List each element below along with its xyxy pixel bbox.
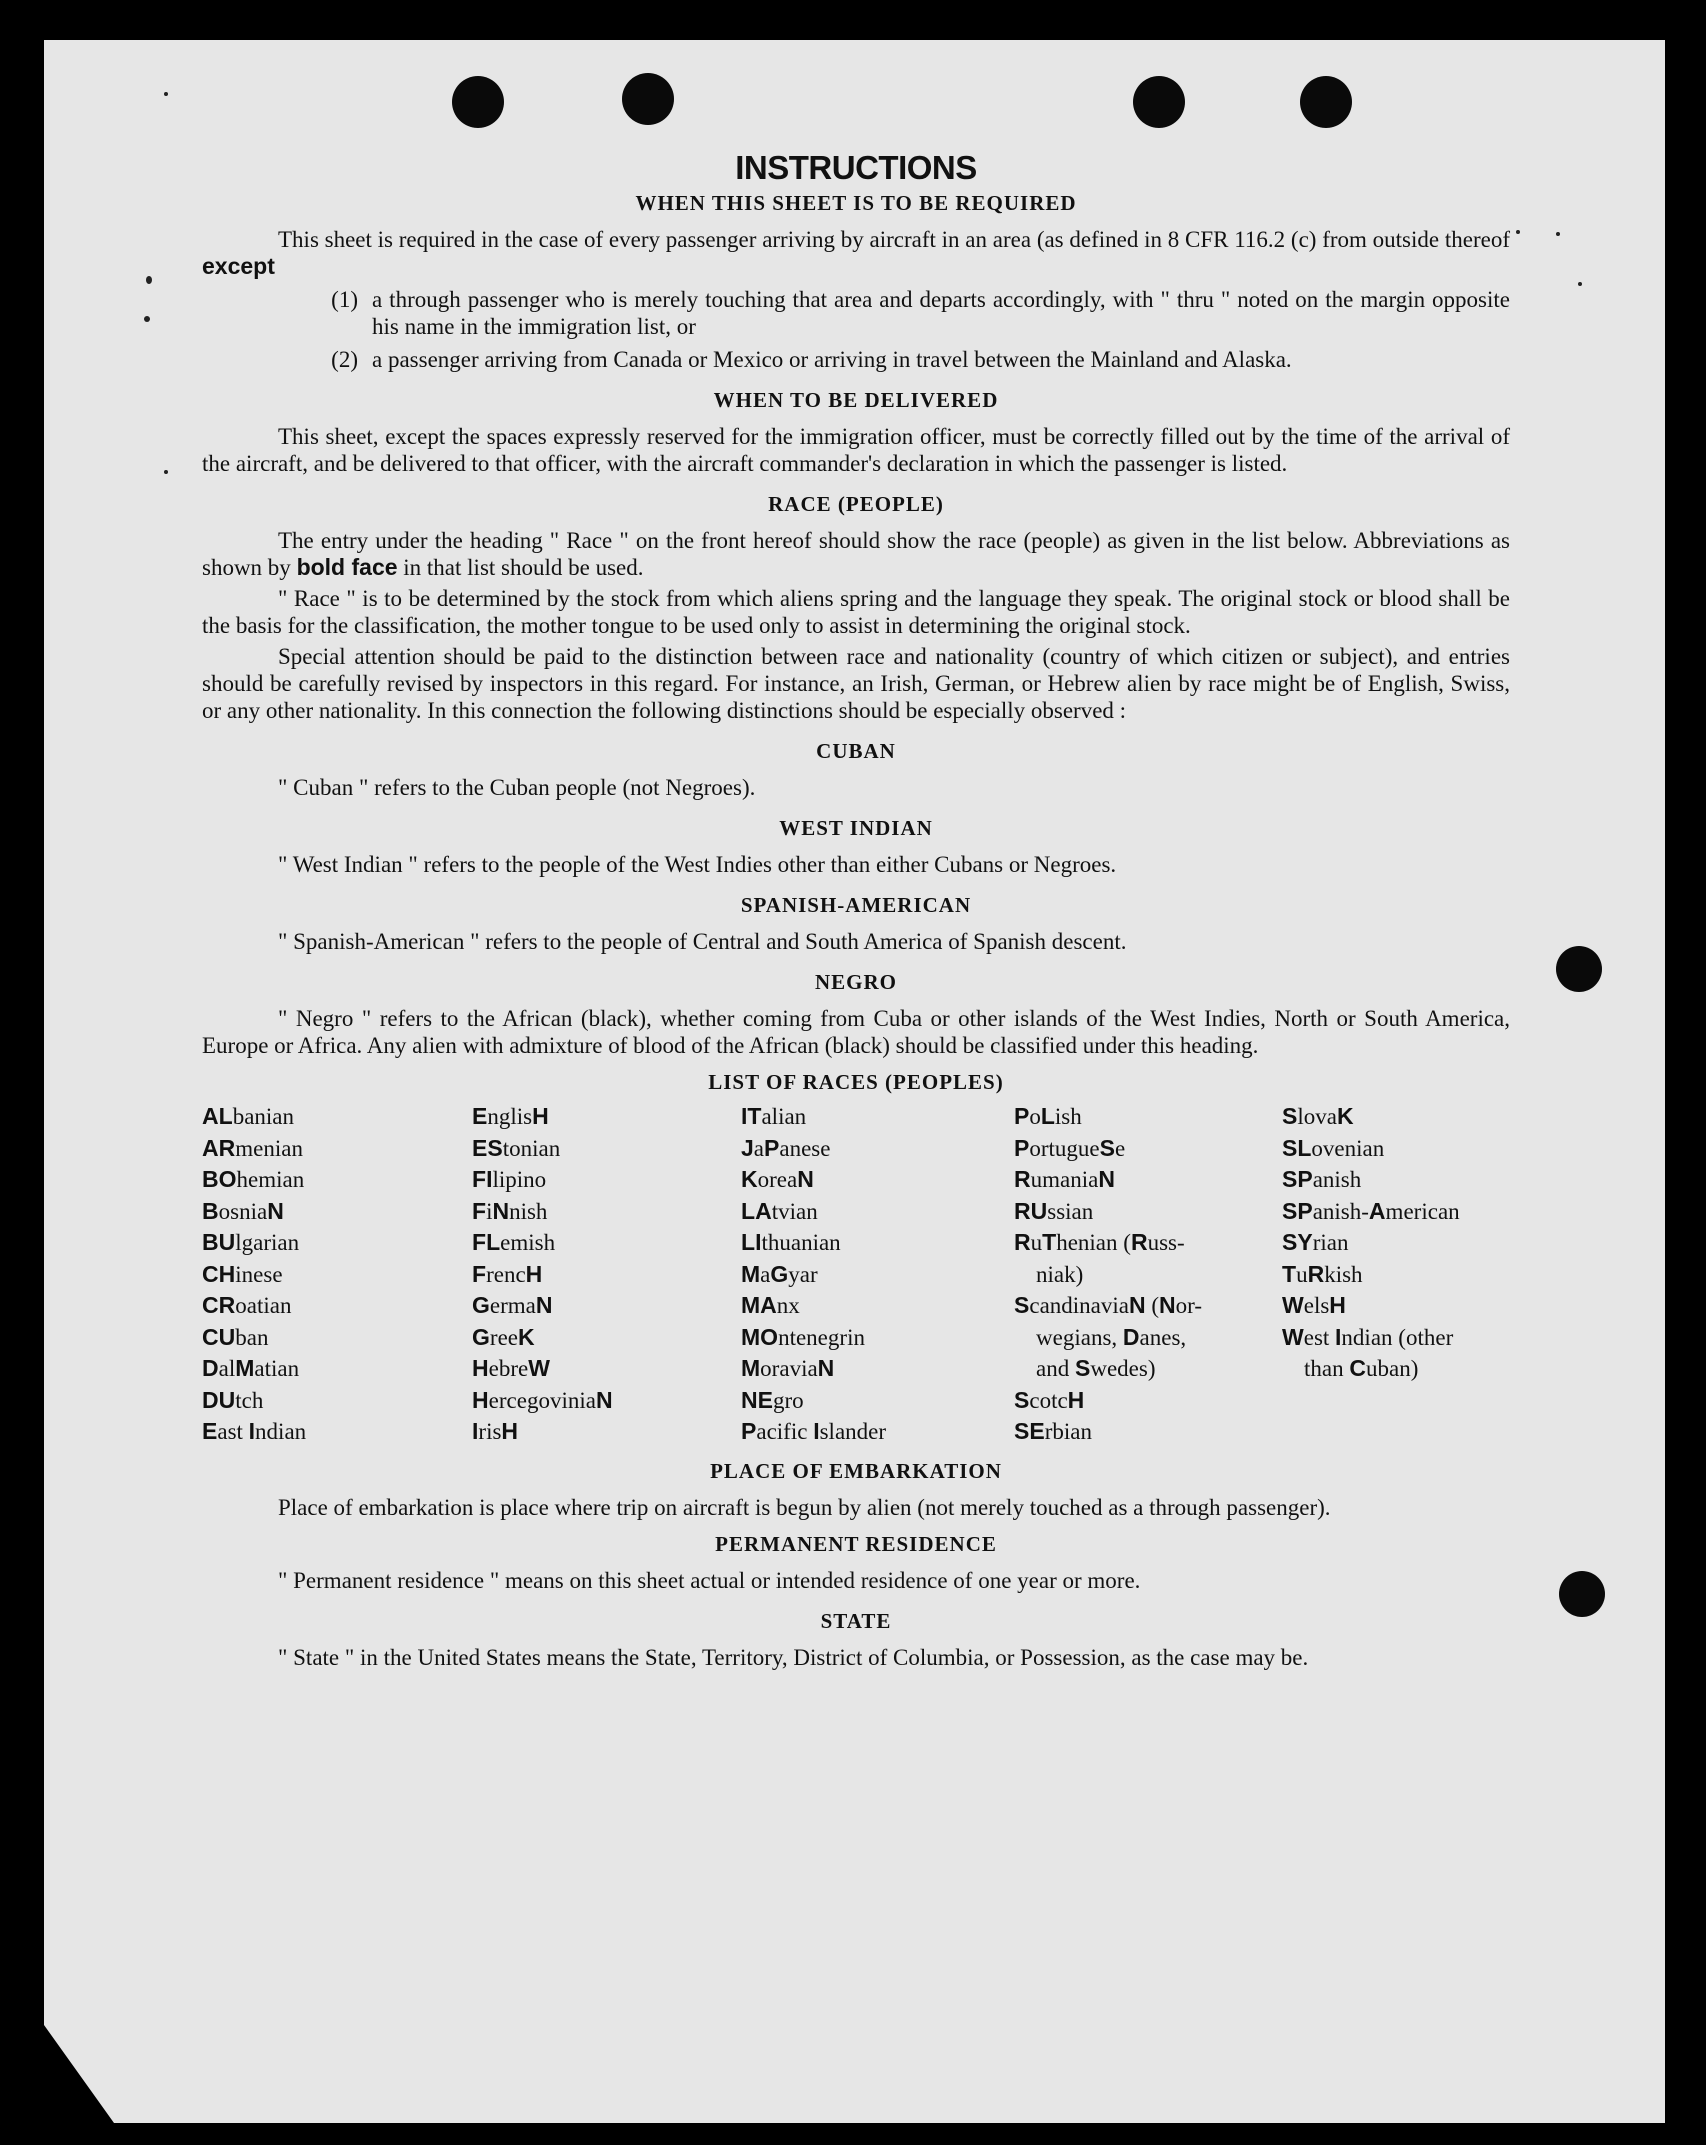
race-entry: CRoatian bbox=[202, 1292, 292, 1318]
race-entry: NEgro bbox=[741, 1386, 804, 1413]
race-entry: SlovaK bbox=[1282, 1103, 1354, 1129]
race-entry: WelsH bbox=[1282, 1292, 1346, 1318]
required-intro: This sheet is required in the case of every passenger arriving by aircraft in an area (as defined in 8 CFR 116.2 (c) from outside thereof except bbox=[202, 227, 1510, 279]
residence-text: " Permanent residence " means on this sheet actual or intended residence of one year or more. bbox=[278, 1567, 1141, 1593]
race-entry: GreeK bbox=[472, 1323, 535, 1350]
race-entry: LAtvian bbox=[741, 1197, 818, 1224]
race-entry: MOntenegrin bbox=[741, 1323, 865, 1350]
except-bold: except bbox=[202, 253, 275, 279]
race-entry: JaPanese bbox=[741, 1134, 831, 1161]
race-entry: FIlipino bbox=[472, 1166, 547, 1192]
race-entry: FrencH bbox=[472, 1260, 543, 1287]
race-entry: KoreaN bbox=[741, 1166, 814, 1192]
race-entry: CHinese bbox=[202, 1260, 283, 1287]
race-entry: SErbian bbox=[1014, 1418, 1092, 1444]
speck bbox=[164, 92, 168, 96]
race-column bbox=[472, 1101, 741, 1448]
list-item: (2) a passenger arriving from Canada or Mexico or arriving in travel between the Mainland and Alaska. bbox=[331, 347, 1292, 372]
race-entry: PortugueSe bbox=[1014, 1134, 1126, 1161]
state-text: " State " in the United States means the State, Territory, District of Columbia, or Possession, as the case may be. bbox=[278, 1644, 1309, 1670]
speck bbox=[1556, 232, 1560, 236]
race-entry: ScotcH bbox=[1014, 1386, 1085, 1413]
instructions-content bbox=[202, 148, 1510, 1671]
spanish-american-text: " Spanish-American " refers to the people of Central and South America of Spanish descent. bbox=[278, 929, 1127, 954]
section-heading-race-list: LIST OF RACES (PEOPLES) bbox=[708, 1070, 1004, 1094]
race-entry: wegians, Danes, bbox=[1036, 1323, 1187, 1350]
punch-hole bbox=[1133, 76, 1185, 128]
race-entry: than Cuban) bbox=[1304, 1355, 1419, 1381]
race-paragraph-1: The entry under the heading " Race " on the front hereof should show the race (people) as given in the list below. Abbreviations as shown by bold face in that list should be used. bbox=[202, 528, 1510, 580]
speck bbox=[1516, 230, 1520, 234]
race-entry: LIthuanian bbox=[741, 1229, 841, 1255]
section-heading-cuban: CUBAN bbox=[816, 739, 896, 763]
delivered-text: This sheet, except the spaces expressly reserved for the immigration officer, must be correctly filled out by the time of the arrival of the aircraft, and be delivered to that officer, with the aircraft commander's declaration in which the passenger is listed. bbox=[202, 424, 1510, 476]
west-indian-text: " West Indian " refers to the people of the West Indies other than either Cubans or Negroes. bbox=[278, 852, 1117, 877]
punch-hole bbox=[1300, 76, 1352, 128]
race-entry: SPanish bbox=[1282, 1166, 1362, 1192]
race-column bbox=[202, 1101, 472, 1448]
race-entry: ARmenian bbox=[202, 1134, 303, 1161]
section-heading-embarkation: PLACE OF EMBARKATION bbox=[710, 1458, 1002, 1483]
race-entry: CUban bbox=[202, 1323, 269, 1350]
race-entry: EnglisH bbox=[472, 1103, 549, 1129]
negro-text: " Negro " refers to the African (black), whether coming from Cuba or other islands of the West Indies, North or South America, Europe or Africa. Any alien with admixture of blood of the African (black) should be classified under this heading. bbox=[202, 1006, 1510, 1058]
section-heading-required: WHEN THIS SHEET IS TO BE REQUIRED bbox=[635, 191, 1077, 215]
speck bbox=[146, 276, 152, 284]
race-entry: DalMatian bbox=[202, 1355, 300, 1381]
section-heading-state: STATE bbox=[820, 1608, 892, 1633]
race-list bbox=[202, 1101, 1512, 1448]
race-entry: ScandinaviaN (Nor- bbox=[1014, 1292, 1203, 1318]
race-entry: SPanish-American bbox=[1282, 1197, 1460, 1224]
punch-hole bbox=[452, 76, 504, 128]
list-item: (1) a through passenger who is merely touching that area and departs accordingly, with " thru " noted on the margin opposite his name in the immigration list, or bbox=[331, 287, 1510, 339]
race-entry: and Swedes) bbox=[1036, 1355, 1156, 1381]
race-entry: DUtch bbox=[202, 1386, 264, 1413]
race-entry: BOhemian bbox=[202, 1166, 305, 1192]
speck bbox=[144, 316, 150, 322]
race-column bbox=[1014, 1101, 1282, 1448]
embarkation-text: Place of embarkation is place where trip on aircraft is begun by alien (not merely touched as a through passenger). bbox=[278, 1494, 1331, 1520]
race-entry: GermaN bbox=[472, 1292, 553, 1318]
cuban-text: " Cuban " refers to the Cuban people (not Negroes). bbox=[278, 775, 756, 800]
race-entry: IrisH bbox=[472, 1418, 519, 1444]
race-entry: FiNnish bbox=[472, 1197, 548, 1224]
race-entry: FLemish bbox=[472, 1229, 556, 1255]
race-entry: SLovenian bbox=[1282, 1134, 1385, 1161]
race-entry: ALbanian bbox=[202, 1103, 295, 1129]
section-heading-spanish-american: SPANISH-AMERICAN bbox=[740, 893, 972, 917]
speck bbox=[164, 470, 168, 474]
race-entry: RumaniaN bbox=[1014, 1166, 1115, 1192]
section-heading-residence: PERMANENT RESIDENCE bbox=[715, 1531, 997, 1556]
race-entry: ITalian bbox=[741, 1103, 807, 1129]
race-column bbox=[1282, 1101, 1512, 1448]
race-entry: MoraviaN bbox=[741, 1355, 835, 1381]
speck bbox=[1578, 282, 1582, 286]
race-entry: niak) bbox=[1036, 1261, 1084, 1287]
race-entry: MaGyar bbox=[741, 1260, 818, 1287]
race-entry: PoLish bbox=[1014, 1103, 1082, 1129]
race-entry: RUssian bbox=[1014, 1197, 1094, 1224]
race-entry: EStonian bbox=[472, 1134, 561, 1161]
punch-hole bbox=[1559, 1571, 1605, 1617]
race-column bbox=[741, 1101, 1014, 1448]
race-entry: RuThenian (Russ- bbox=[1014, 1229, 1185, 1255]
race-entry: TuRkish bbox=[1282, 1260, 1363, 1287]
race-entry: West Indian (other bbox=[1282, 1323, 1454, 1350]
section-heading-negro: NEGRO bbox=[814, 970, 897, 994]
race-entry: BosniaN bbox=[202, 1197, 284, 1224]
race-paragraph-3: Special attention should be paid to the distinction between race and nationality (country of which citizen or subject), and entries should be carefully revised by inspectors in this regard. For instance, an Irish, German, or Hebrew alien by race might be of English, Swiss, or any other nationality. In this connection the following distinctions should be especially observed : bbox=[202, 644, 1510, 723]
section-heading-race: RACE (PEOPLE) bbox=[768, 492, 944, 516]
punch-hole bbox=[1556, 946, 1602, 992]
race-entry: MAnx bbox=[741, 1292, 800, 1318]
race-entry: HebreW bbox=[472, 1355, 550, 1381]
race-entry: East Indian bbox=[202, 1418, 307, 1444]
race-entry: Pacific Islander bbox=[741, 1418, 887, 1444]
section-heading-west-indian: WEST INDIAN bbox=[779, 816, 933, 840]
race-entry: SYrian bbox=[1282, 1229, 1349, 1255]
section-heading-delivered: WHEN TO BE DELIVERED bbox=[713, 388, 999, 412]
punch-hole bbox=[622, 73, 674, 125]
race-entry: BUlgarian bbox=[202, 1229, 300, 1255]
race-paragraph-2: " Race " is to be determined by the stock from which aliens spring and the language they speak. The original stock or blood shall be the basis for the classification, the mother tongue to be used only to assist in determining the original stock. bbox=[202, 586, 1510, 638]
page-title: INSTRUCTIONS bbox=[735, 149, 977, 186]
race-entry: HercegoviniaN bbox=[472, 1386, 613, 1413]
